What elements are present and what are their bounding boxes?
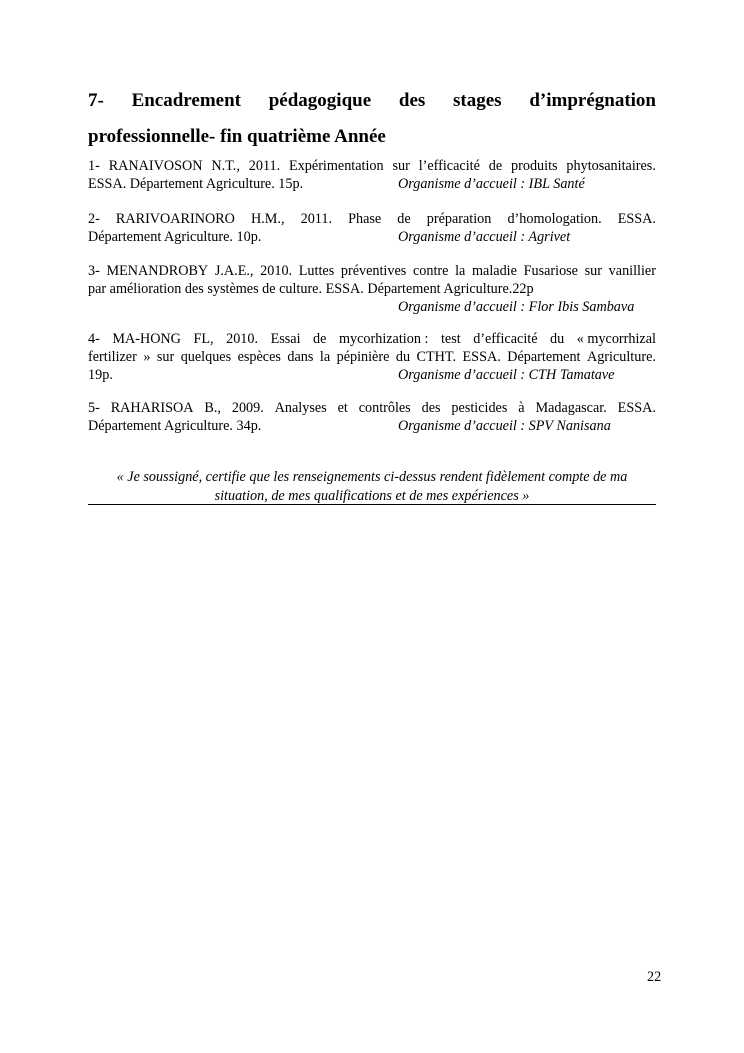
word: Encadrement [131, 90, 241, 111]
word: sur [392, 158, 410, 174]
entry-3-line3 [88, 298, 656, 316]
reference-entry-5 [88, 399, 656, 435]
entry-2-host-organization: Organisme d’accueil : Agrivet [398, 229, 571, 245]
word: MENANDROBY [106, 263, 209, 279]
word: N.T., [211, 158, 240, 174]
entry-2-line1 [88, 210, 656, 228]
word: produits [511, 158, 558, 174]
word: pédagogique [268, 90, 372, 111]
word: 4- [88, 331, 100, 347]
word: la [319, 349, 331, 365]
reference-entry-1 [88, 157, 656, 193]
word: la [455, 263, 466, 279]
word: de [488, 158, 503, 174]
word: d’efficacité [473, 331, 538, 347]
entry-3-host-organization: Organisme d’accueil : Flor Ibis Sambava [398, 299, 635, 315]
word: du [395, 349, 411, 365]
word: J.A.E., [214, 263, 254, 279]
word: quelques [180, 349, 232, 365]
word: pesticides [451, 400, 508, 416]
reference-entry-2 [88, 210, 656, 246]
certification-line2: situation, de mes qualifications et de mes expériences » [214, 488, 530, 504]
entry-1-citation: ESSA. Département Agriculture. 15p. [88, 176, 304, 192]
word: 7- [88, 90, 104, 111]
word: H.M., [251, 211, 285, 227]
word: 2010. [226, 331, 259, 347]
word: et [337, 400, 348, 416]
word: 2- [88, 211, 100, 227]
entry-2-line2 [88, 228, 656, 246]
horizontal-rule [88, 504, 656, 505]
word: RARIVOARINORO [115, 211, 235, 227]
word: 1- [88, 158, 100, 174]
word: 2010. [260, 263, 293, 279]
entry-4-host-organization: Organisme d’accueil : CTH Tamatave [398, 367, 615, 383]
word: des [398, 90, 426, 111]
entry-1-host-organization: Organisme d’accueil : IBL Santé [398, 176, 585, 192]
entry-5-line1 [88, 399, 656, 417]
word: « mycorrhizal [576, 331, 656, 347]
entry-5-citation: Département Agriculture. 34p. [88, 418, 262, 434]
word: préventives [340, 263, 407, 279]
entry-3-citation: par amélioration des systèmes de culture. ESSA. Département Agriculture.22p [88, 281, 534, 297]
word: Luttes [298, 263, 335, 279]
word: Phase [348, 211, 382, 227]
word: MA-HONG [112, 331, 181, 347]
word: préparation [426, 211, 492, 227]
word: 2011. [300, 211, 333, 227]
word: 5- [88, 400, 100, 416]
word: ESSA. [617, 211, 656, 227]
word: test [440, 331, 461, 347]
entry-4-line1 [88, 330, 656, 348]
word: fertilizer [88, 349, 137, 365]
entry-4-line3 [88, 366, 656, 384]
word: RAHARISOA [110, 400, 194, 416]
word: stages [453, 90, 502, 111]
word: maladie [472, 263, 517, 279]
entry-1-line2 [88, 175, 656, 193]
word: Département [507, 349, 581, 365]
word: contrôles [358, 400, 411, 416]
word: de [313, 331, 327, 347]
word: ESSA. [462, 349, 501, 365]
word: » [143, 349, 151, 365]
word: sur [156, 349, 175, 365]
word: RANAIVOSON [108, 158, 203, 174]
word: à [518, 400, 525, 416]
word: Essai [270, 331, 301, 347]
word: de [397, 211, 411, 227]
word: Expérimentation [289, 158, 384, 174]
word: Fusariose [523, 263, 578, 279]
word: Agriculture. [586, 349, 656, 365]
entry-4-citation-end: 19p. [88, 367, 113, 383]
word: 3- [88, 263, 100, 279]
word: du [550, 331, 565, 347]
entry-5-line2 [88, 417, 656, 435]
word: Madagascar. [535, 400, 607, 416]
word: FL, [193, 331, 214, 347]
word: vanillier [608, 263, 656, 279]
word: 2011. [248, 158, 281, 174]
section-heading-line2: professionnelle- fin quatrième Année [88, 126, 386, 147]
reference-entry-3 [88, 262, 656, 316]
page-number: 22 [647, 969, 662, 985]
word: d’homologation. [507, 211, 602, 227]
word: pépinière [336, 349, 390, 365]
word: phytosanitaires. [566, 158, 656, 174]
word: 2009. [231, 400, 264, 416]
word: Analyses [274, 400, 327, 416]
reference-entry-4 [88, 330, 656, 384]
certification-line1: « Je soussigné, certifie que les renseignements ci-dessus rendent fidèlement compte de ma [116, 469, 628, 485]
word: sur [584, 263, 602, 279]
word: ESSA. [617, 400, 656, 416]
entry-1-line1 [88, 157, 656, 175]
entry-2-citation: Département Agriculture. 10p. [88, 229, 262, 245]
section-heading-line1 [88, 91, 656, 110]
word: mycorhization : [338, 331, 429, 347]
entry-3-line1 [88, 262, 656, 280]
entry-5-host-organization: Organisme d’accueil : SPV Nanisana [398, 418, 611, 434]
entry-4-line2 [88, 348, 656, 366]
word: des [421, 400, 441, 416]
word: contre [412, 263, 449, 279]
word: d’imprégnation [529, 90, 656, 111]
certification-statement [88, 468, 656, 506]
word: CTHT. [416, 349, 457, 365]
word: B., [204, 400, 221, 416]
entry-3-line2 [88, 280, 656, 298]
word: espèces [237, 349, 281, 365]
word: dans [287, 349, 314, 365]
word: l’efficacité [418, 158, 480, 174]
